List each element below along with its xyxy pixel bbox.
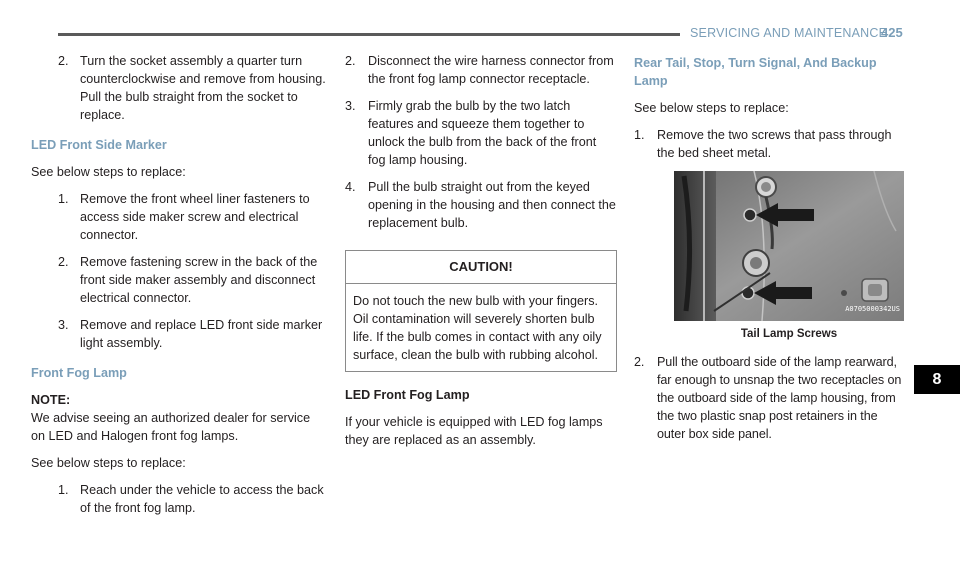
- note-label: NOTE:: [31, 393, 71, 407]
- figure-caption: Tail Lamp Screws: [740, 328, 838, 340]
- step-text: Disconnect the wire harness connector from the front fog lamp connector receptacle.: [368, 54, 614, 86]
- step-text: Remove and replace LED front side marker light assembly.: [80, 318, 323, 350]
- list-item: [31, 481, 327, 517]
- note-text: We advise seeing an authorized dealer for service on LED and Halogen front fog lamps.: [31, 411, 311, 443]
- step-text: Remove the two screws that pass through the bed sheet metal.: [657, 128, 892, 160]
- led-side-intro: See below steps to replace:: [31, 165, 186, 179]
- front-fog-lamp-heading: Front Fog Lamp: [31, 366, 127, 380]
- section-title: SERVICING AND MAINTENANCE: [690, 26, 888, 40]
- list-item: [634, 353, 906, 443]
- step-text: Remove the front wheel liner fasteners to access side maker screw and electrical connector.: [80, 192, 310, 242]
- figure-code: A0705000342US: [845, 305, 900, 313]
- step-number: 1.: [58, 192, 69, 206]
- rear-tail-lamp-heading: Rear Tail, Stop, Turn Signal, And Backup Lamp: [634, 56, 877, 88]
- list-item: [345, 52, 617, 88]
- step-number: 3.: [345, 99, 356, 113]
- column-3: [634, 52, 906, 452]
- step-text: Remove fastening screw in the back of the front side maker assembly and disconnect electrical connector.: [80, 255, 318, 305]
- step-number: 2.: [634, 355, 645, 369]
- list-item: [31, 316, 327, 352]
- list-item: [345, 97, 617, 169]
- step-number: 1.: [58, 483, 69, 497]
- tail-lamp-screws-figure: [674, 171, 904, 321]
- step-number: 2.: [58, 255, 69, 269]
- list-item: [31, 190, 327, 244]
- step-text: Turn the socket assembly a quarter turn counterclockwise and remove from housing. Pull the bulb straight from the socket to replace.: [80, 54, 326, 122]
- column-1: [31, 52, 327, 526]
- step-number: 4.: [345, 180, 356, 194]
- list-item: [31, 52, 327, 124]
- caution-title: CAUTION!: [346, 251, 616, 284]
- led-fog-text: If your vehicle is equipped with LED fog lamps they are replaced as an assembly.: [345, 415, 603, 447]
- list-item: [634, 126, 906, 162]
- list-item: [345, 178, 617, 232]
- step-text: Firmly grab the bulb by the two latch features and squeeze them together to unlock the bulb from the back of the front fog lamp housing.: [368, 99, 597, 167]
- step-text: Pull the bulb straight out from the keyed opening in the housing and then connect the replacement bulb.: [368, 180, 616, 230]
- caution-text: Do not touch the new bulb with your fingers. Oil contamination will severely shorten bulb life. If the bulb comes in contact with any oily surface, clean the bulb with rubbing alcohol.: [353, 294, 602, 362]
- step-number: 2.: [58, 54, 69, 68]
- chapter-tab: 8: [914, 365, 960, 394]
- caution-box: [345, 250, 617, 372]
- page-number: 425: [881, 25, 903, 40]
- step-number: 3.: [58, 318, 69, 332]
- column-2: [345, 52, 617, 458]
- fog-intro: See below steps to replace:: [31, 456, 186, 470]
- led-front-side-marker-heading: LED Front Side Marker: [31, 138, 167, 152]
- step-text: Pull the outboard side of the lamp rearward, far enough to unsnap the two receptacles on the outboard side of the lamp housing, from the two plastic snap post retainers in the outer box side panel.: [657, 355, 902, 441]
- led-front-fog-lamp-heading: LED Front Fog Lamp: [345, 388, 470, 402]
- list-item: [31, 253, 327, 307]
- step-number: 2.: [345, 54, 356, 68]
- header-rule: [58, 33, 680, 36]
- tail-lamp-photo: [674, 171, 904, 321]
- rear-intro: See below steps to replace:: [634, 101, 789, 115]
- step-text: Reach under the vehicle to access the back of the front fog lamp.: [80, 483, 324, 515]
- step-number: 1.: [634, 128, 645, 142]
